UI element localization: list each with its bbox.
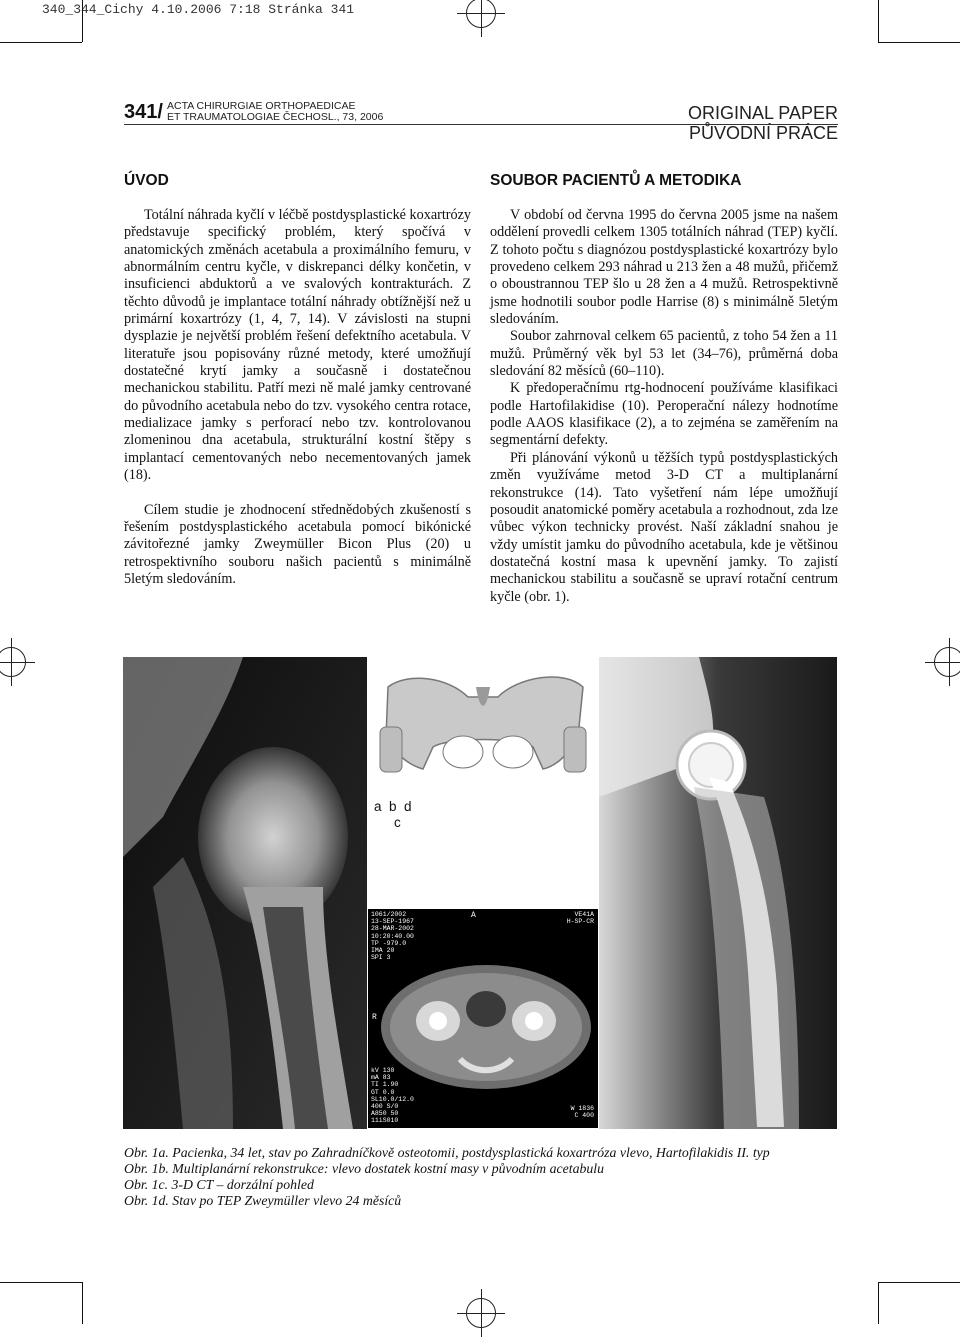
paragraph: Cílem studie je zhodnocení střednědobých zkušeností s řešením postdysplastického acetabula pomocí bikónické závitořezné jamky Zweymüller Bicon Plus (20) u retrospektivního souboru našich pacientů s minimálně 5letým sledováním. [124,501,471,587]
article-type-cz: PŮVODNÍ PRÁCE [688,123,838,143]
paragraph: Soubor zahrnoval celkem 65 pacientů, z toho 54 žen a 11 mužů. Průměrný věk byl 53 let (34–76), průměrná doba sledování 82 měsíců (60–110). [490,328,838,380]
ct-text: VE41A [574,911,594,918]
caption-text: Multiplanární rekonstrukce: vlevo dostatek kostní masy v původním acetabulu [168,1161,604,1176]
methods-text [490,207,838,606]
caption-text: Stav po TEP Zweymüller vlevo 24 měsíců [168,1193,402,1208]
caption-1a [124,1145,770,1161]
figure-1b-ct-scan [368,909,598,1128]
ct-text: SL10.0/12.0 [371,1095,414,1103]
caption-label: Obr. 1c. [124,1177,169,1192]
panel-key [374,799,412,831]
crop-mark [82,0,83,42]
paragraph: Totální náhrada kyčlí v léčbě postdysplastické koxartrózy představuje specifický problém, který spočívá v anatomických změnách acetabula a proximálního femuru, v abnormálním centru kyčle, v diskrepanci délky končetin, v insuficienci abduktorů a ve svalových kontrakturách. Z těchto důvodů je implantace totální náhrady obtížnější než u primární koxartrózy (1, 4, 7, 14). V závislosti na stupni dysplazie je největší problém řešení defektního acetabula. V literatuře jsou popisovány různé metody, které umožňují dostatečné krytí jamky a současně i dostatečnou mechanickou stabilitu. Patří mezi ně malé jamky centrované do původního acetabula nebo do tzv. vysokého centra rotace, medializace jamky s perforací nebo tzv. kontrolovanou zlomeninou dna acetabula, strukturální kostní štěpy s implantací cementovaných nebo necementovaných jamek (18). [124,207,471,484]
caption-1c [124,1177,770,1193]
journal-line: ACTA CHIRURGIAE ORTHOPAEDICAE [167,100,356,112]
ct-text: 13-SEP-1967 [371,918,414,926]
paragraph: V období od června 1995 do června 2005 jsme na našem oddělení provedli celkem 1305 totálních náhrad (TEP) kyčlí. Z tohoto počtu s diagnózou postdysplastické koxartrózy bylo provedeno celkem 293 náhrad u 213 žen a 48 mužů, přičemž o oboustrannou TEP šlo u 28 žen a 4 mužů. Retrospektivně jsme hodnotili soubor podle Harrise (8) s minimálně 5letým sledováním. [490,207,838,328]
caption-label: Obr. 1a. [124,1145,169,1160]
ct-text: mA 83 [371,1074,391,1082]
intro-text [124,207,471,588]
caption-label: Obr. 1b. [124,1161,169,1176]
pelvis-3d-image [368,657,598,787]
ct-text: TP -979.0 [371,939,407,947]
ct-overlay-bottom-left [371,1067,414,1125]
ct-text: TI 1.90 [371,1081,399,1089]
journal-name [167,101,383,122]
ct-text: 28-MAR-2002 [371,925,414,933]
caption-1b [124,1161,770,1177]
crop-mark [0,42,82,43]
page-number: 341/ [124,101,163,123]
section-heading-methods: SOUBOR PACIENTŮ A METODIKA [490,172,742,189]
article-type [688,103,838,143]
paragraph: K předoperačnímu rtg-hodnocení používáme klasifikaci podle Hartofilakidise (10). Peroperační nálezy hodnotíme podle AAOS klasifikace (2), a to zejména se zaměřením na segmentární defekty. [490,380,838,449]
ct-text: IMA 20 [371,947,395,955]
panel-key-top: a b d [374,799,412,814]
ct-text: 10:20:40.00 [371,932,414,940]
section-heading-intro: ÚVOD [124,172,169,189]
paragraph: Při plánování výkonů u těžších typů postdysplastických změn využíváme metod 3-D CT a multiplanární rekonstrukce (14). Tato vyšetření nám lépe umožňují posoudit anatomické poměry acetabula a rozhodnout, zda lze vůbec výkon technicky provést. Naší základní snahou je vždy umístit jamku do původního acetabula, kde je většinou dostatečná kostní masa k upevnění jamky. To zajistí mechanickou stabilitu a současně se upraví rotační centrum kyčle (obr. 1). [490,449,838,605]
ct-text: H-SP-CR [566,918,594,926]
ct-text: kV 130 [371,1067,395,1074]
ct-text: 11iS010 [371,1117,399,1125]
registration-mark-top [466,0,496,28]
crop-mark [878,1282,879,1324]
figure-1c-3d-ct [368,657,598,787]
registration-mark-right [934,647,960,677]
ct-text: 400 S/0 [371,1103,399,1111]
ct-text: 1061/2002 [371,911,407,918]
crop-mark [0,1282,82,1283]
journal-line: ET TRAUMATOLOGIAE ČECHOSL., 73, 2006 [167,110,384,123]
postop-radiograph-image [599,657,837,1129]
registration-mark-left [0,647,26,677]
article-type-en: ORIGINAL PAPER [687,103,838,123]
ct-text: A850 50 [371,1110,399,1118]
ct-overlay-right [567,911,594,925]
ct-text: W 1836 [570,1105,594,1112]
ct-text: SPI 3 [371,954,391,962]
caption-label: Obr. 1d. [124,1193,169,1208]
ct-marker-anterior: A [471,911,476,920]
figure-1d-radiograph [599,657,837,1129]
print-slug: 340_344_Cichy 4.10.2006 7:18 Stránka 341 [42,2,355,17]
ct-marker-right: R [372,1013,377,1022]
radiograph-image [123,657,367,1129]
ct-overlay-left [371,911,414,961]
panel-key-bottom: c [394,815,401,830]
figure-1a-radiograph [123,657,367,1129]
crop-mark [878,42,960,43]
caption-1d [124,1193,770,1209]
crop-mark [878,1282,960,1283]
ct-text: GT 0.0 [371,1088,395,1096]
figure-caption [124,1145,770,1209]
ct-text: C 400 [574,1112,594,1120]
crop-mark [878,0,879,42]
crop-mark [82,1282,83,1324]
caption-text: 3-D CT – dorzální pohled [168,1177,314,1192]
caption-text: Pacienka, 34 let, stav po Zahradníčkově osteotomii, postdysplastická koxartróza vlevo, Hartofilakidis II. typ [168,1145,770,1160]
ct-overlay-bottom-right [571,1105,594,1119]
